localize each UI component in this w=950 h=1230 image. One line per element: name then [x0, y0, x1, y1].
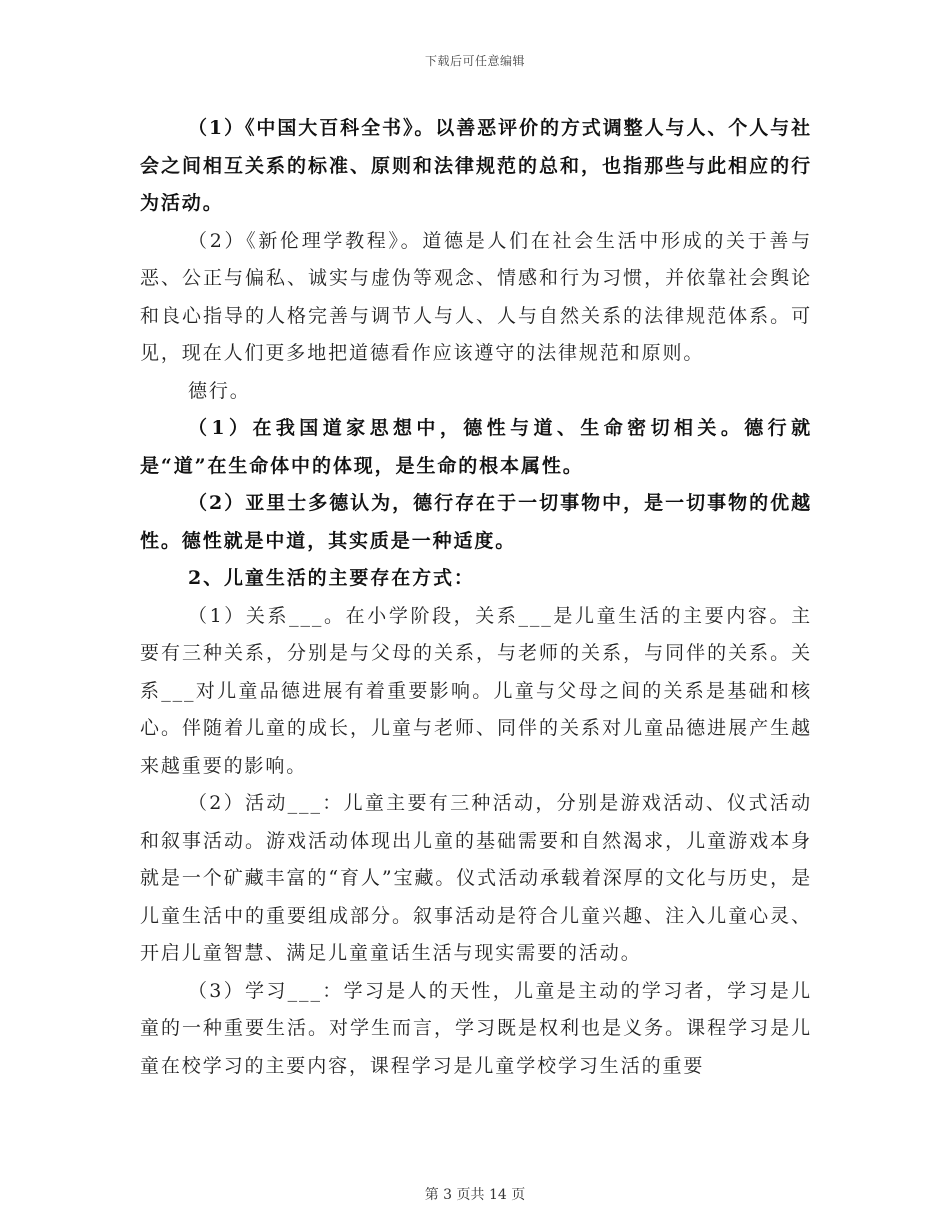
document-body: [140, 110, 812, 1085]
paragraph-relationships: （1）关系___。在小学阶段，关系___是儿童生活的主要内容。主要有三种关系，分别是与父母的关系，与老师的关系，与同伴的关系。关系___对儿童品德进展有着重要影响。儿童与父母之间的关系是基础和核心。伴随着儿童的成长，儿童与老师、同伴的关系对儿童品德进展产生越来越重要的影响。: [140, 604, 812, 777]
paragraph-activities: （2）活动___：儿童主要有三种活动，分别是游戏活动、仪式活动和叙事活动。游戏活动体现出儿童的基础需要和自然渴求，儿童游戏本身就是一个矿藏丰富的“育人”宝藏。仪式活动承载着深厚的文化与历史，是儿童生活中的重要组成部分。叙事活动是符合儿童兴趣、注入儿童心灵、开启儿童智慧、满足儿童童话生活与现实需要的活动。: [140, 792, 812, 964]
page-footer: 第 3 页共 14 页: [424, 1187, 526, 1203]
paragraph-encyclopedia-definition: （1）《中国大百科全书》。以善恶评价的方式调整人与人、个人与社会之间相互关系的标准、原则和法律规范的总和，也指那些与此相应的行为活动。: [140, 117, 812, 214]
paragraph-learning: （3）学习___：学习是人的天性，儿童是主动的学习者，学习是儿童的一种重要生活。对学生而言，学习既是权利也是义务。课程学习是儿童在校学习的主要内容，课程学习是儿童学校学习生活的重要: [140, 979, 812, 1077]
paragraph-virtue-heading: 德行。: [188, 379, 251, 402]
section-heading-children-life: 2、儿童生活的主要存在方式：: [188, 567, 475, 589]
paragraph-ethics-textbook-definition: （2）《新伦理学教程》。道德是人们在社会生活中形成的关于善与恶、公正与偏私、诚实与虚伪等观念、情感和行为习惯，并依靠社会舆论和良心指导的人格完善与调节人与人、人与自然关系的法律规范体系。可见，现在人们更多地把道德看作应该遵守的法律规范和原则。: [140, 229, 812, 364]
paragraph-taoist-virtue: （1）在我国道家思想中，德性与道、生命密切相关。德行就是“道”在生命体中的体现，是生命的根本属性。: [140, 417, 812, 477]
page-header: 下载后可任意编辑: [424, 54, 525, 68]
paragraph-aristotle-virtue: （2）亚里士多德认为，德行存在于一切事物中，是一切事物的优越性。德性就是中道，其实质是一种适度。: [140, 492, 812, 552]
